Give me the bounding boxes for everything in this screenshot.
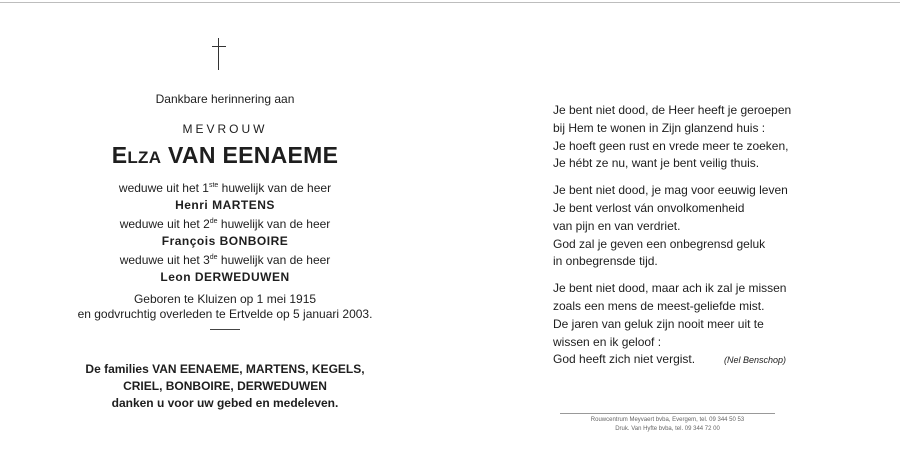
marriage-2-text: weduwe uit het 2de huwelijk van de heer [119, 217, 331, 231]
footer-rule [560, 413, 775, 414]
footer-line-1: Rouwcentrum Meyvaert bvba, Evergem, tel. 09 344 50 53 [590, 417, 745, 423]
name-initial: E [111, 142, 128, 168]
spouse-1: Henri MARTENS [175, 198, 275, 212]
poem-line: De jaren van geluk zijn nooit meer uit te [553, 316, 764, 331]
intro-text: Dankbare herinnering aan [155, 92, 295, 106]
spouse-2: François BONBOIRE [161, 234, 289, 248]
top-rule [0, 2, 900, 3]
poem-line: Je hoeft geen rust en vrede meer te zoeken, [553, 138, 789, 153]
deceased-name [60, 142, 390, 169]
name-first-rest: LZA [127, 148, 162, 167]
poem-line: zoals een mens de meest-geliefde mist. [553, 298, 765, 313]
poem-line: Je bent niet dood, je mag voor eeuwig leven [553, 183, 788, 198]
poem-line: Je bent niet dood, de Heer heeft je geroepen [553, 103, 792, 117]
poem-line: van pijn en van verdriet. [553, 218, 681, 233]
footer-line-2: Druk. Van Hyfte bvba, tel. 09 344 72 00 [615, 425, 720, 432]
poem-stanza-1 [553, 102, 813, 173]
poem-stanza-2 [553, 182, 813, 271]
marriage-3-text: weduwe uit het 3de huwelijk van de heer [119, 253, 331, 267]
honorific-title: MEVROUW [182, 122, 268, 136]
poem-line: Je hébt ze nu, want je bent veilig thuis. [553, 156, 760, 171]
printer-footer [560, 413, 775, 433]
death-text: en godvruchtig overleden te Ertvelde op 5 januari 2003. [77, 307, 373, 321]
poem-line: bij Hem te wonen in Zijn glanzend huis : [553, 120, 766, 135]
poem-line: wissen en ik geloof : [553, 334, 662, 349]
families-line-1: De families VAN EENAEME, MARTENS, KEGELS, [85, 362, 365, 376]
poem [553, 102, 813, 378]
poem-line: Je bent niet dood, maar ach ik zal je missen [553, 281, 787, 296]
marriage-1-text: weduwe uit het 1ste huwelijk van de heer [118, 181, 332, 195]
spouse-3: Leon DERWEDUWEN [160, 270, 290, 284]
cross-icon [204, 36, 234, 72]
name-last: VAN EENAEME [168, 142, 339, 168]
thanks-line: danken u voor uw gebed en medeleven. [111, 396, 339, 410]
poem-line: Je bent verlost ván onvolkomenheid [553, 200, 745, 215]
poem-line: in onbegrensde tijd. [553, 254, 658, 269]
families-line-2: CRIEL, BONBOIRE, DERWEDUWEN [123, 379, 327, 393]
birth-text: Geboren te Kluizen op 1 mei 1915 [133, 292, 317, 306]
poem-author: (Nel Benschop) [723, 355, 786, 365]
divider [210, 329, 240, 330]
poem-line: God zal je geven een onbegrensd geluk [553, 236, 766, 251]
poem-line: God heeft zich niet vergist. [553, 352, 696, 367]
